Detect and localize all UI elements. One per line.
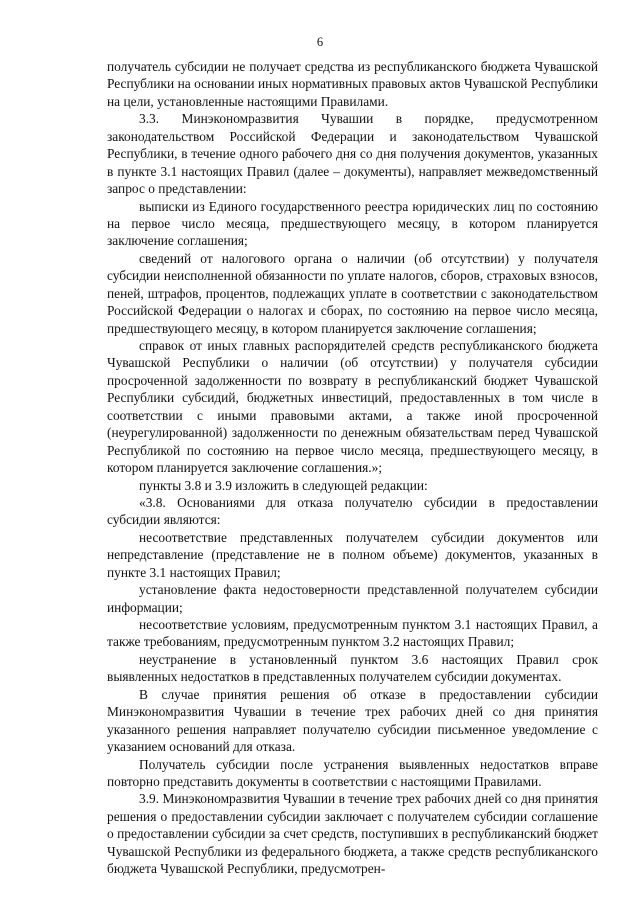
paragraph: выписки из Единого государственного реестра юридических лиц по состоянию на первое число месяца, предшествующего месяцу, в котором планируется заключение соглашения; (107, 198, 598, 249)
paragraph: пункты 3.8 и 3.9 изложить в следующей редакции: (139, 477, 428, 493)
paragraph: получатель субсидии не получает средства из республиканского бюджета Чувашской Республики на основании иных нормативных правовых актов Чувашской Республики на цели, установленные настоящими Правилами. (107, 59, 598, 109)
document-body (107, 58, 598, 878)
paragraph: В случае принятия решения об отказе в предоставлении субсидии Минэкономразвития Чувашии в течение трех рабочих дней со дня принятия указанного решения направляет получателю субсидии письменное уведомление с указанием оснований для отказа. (107, 686, 598, 755)
paragraph: «3.8. Основаниями для отказа получателю субсидии в предоставлении субсидии являются: (107, 494, 598, 528)
paragraph: неустранение в установленный пунктом 3.6 настоящих Правил срок выявленных недостатков в представленных получателем субсидии документах. (107, 651, 598, 685)
paragraph: Получатель субсидии после устранения выявленных недостатков вправе повторно представить документы в соответствии с настоящими Правилами. (107, 756, 598, 789)
paragraph: справок от иных главных распорядителей средств республиканского бюджета Чувашской Республики о наличии (об отсутствии) у получателя субсидии просроченной задолженности по возврату в республиканский бюджет Чувашской Республики субсидий, бюджетных инвестиций, предоставленных в том числе в соответствии с иными правовыми актами, а также иной просроченной (неурегулированной) задолженности по денежным обязательствам перед Чувашской Республикой по состоянию на первое число месяца, предшествующего месяцу, в котором планируется заключение соглашения.»; (107, 338, 598, 476)
paragraph: 3.9. Минэкономразвития Чувашии в течение трех рабочих дней со дня принятия решения о предоставлении субсидии заключает с получателем субсидии соглашение о предоставлении субсидии за счет средств, поступивших в республиканский бюджет Чувашской Республики из федерального бюджета, а также средств республиканского бюджета Чувашской Республики, предусмотрен- (107, 791, 598, 877)
paragraph: несоответствие представленных получателем субсидии документов или непредставление (представление не в полном объеме) документов, указанных в пункте 3.1 настоящих Правил; (107, 529, 598, 580)
page-number: 6 (316, 35, 324, 49)
paragraph: установление факта недостоверности представленной получателем субсидии информации; (107, 582, 598, 615)
paragraph: несоответствие условиям, предусмотренным пунктом 3.1 настоящих Правил, а также требованиям, предусмотренным пунктом 3.2 настоящих Правил; (107, 617, 598, 650)
paragraph: сведений от налогового органа о наличии (об отсутствии) у получателя субсидии неисполненной обязанности по уплате налогов, сборов, страховых взносов, пеней, штрафов, процентов, подлежащих уплате в соответствии с законодательством Российской Федерации о налогах и сборах, по состоянию на первое число месяца, предшествующего месяцу, в котором планируется заключение соглашения; (107, 250, 598, 336)
paragraph: 3.3. Минэкономразвития Чувашии в порядке, предусмотренном законодательством Российской Федерации и законодательством Чувашской Республики, в течение одного рабочего дня со дня получения документов, указанных в пункте 3.1 настоящих Правил (далее – документы), направляет межведомственный запрос о представлении: (107, 111, 598, 197)
